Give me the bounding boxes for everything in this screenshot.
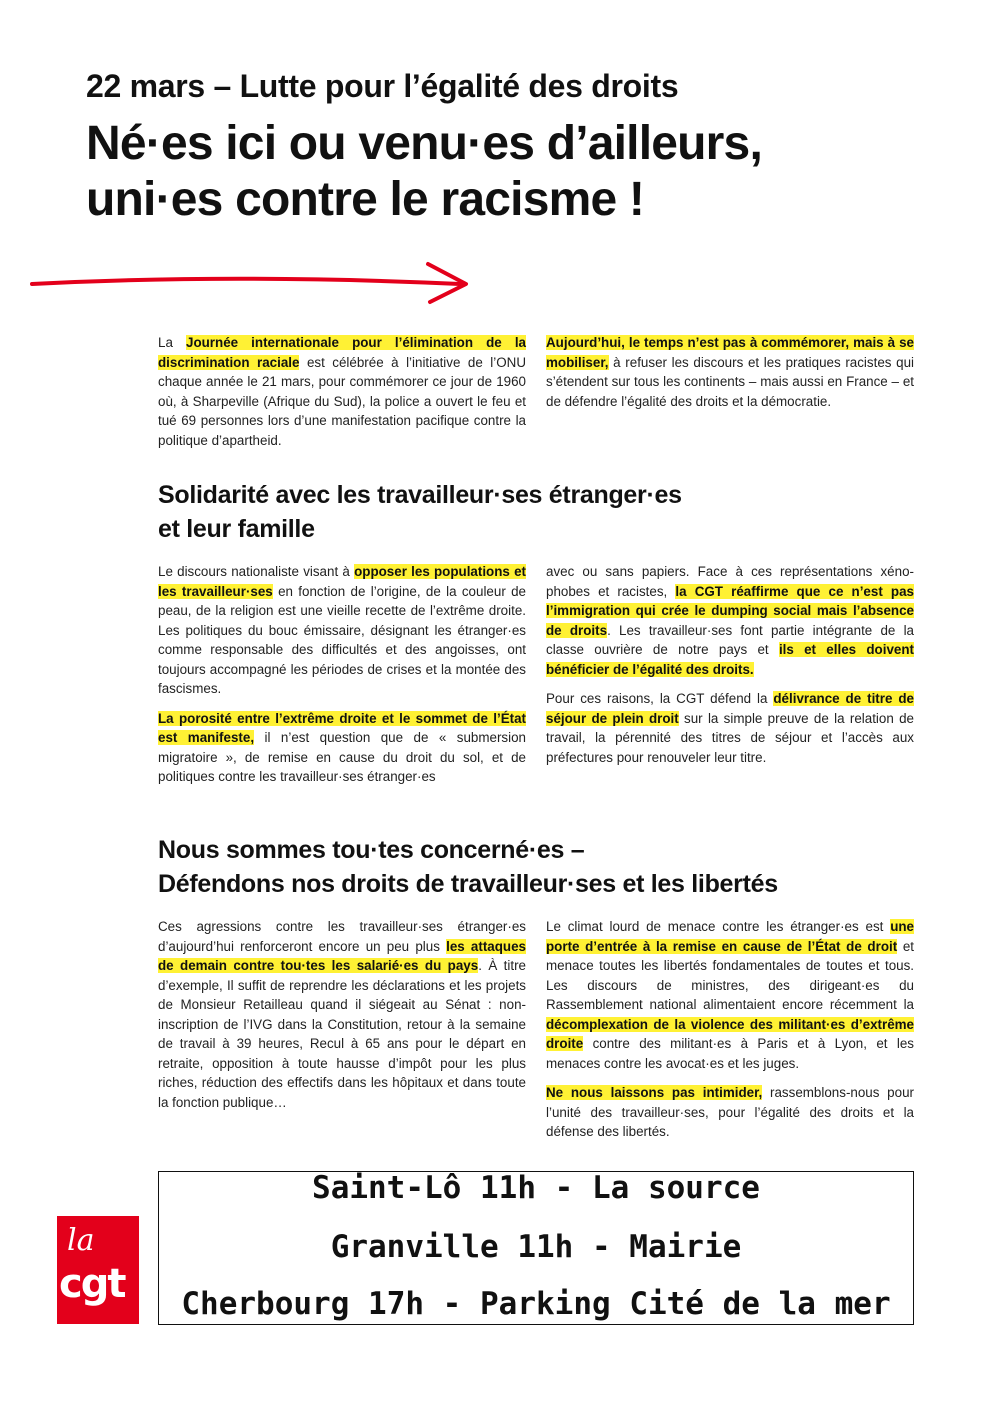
section-2-left-paragraph-1: Ces agressions contre les travailleur·ses étranger·es d’aujourd’hui renforceront encore un peu plus les attaques de demain contre tou·tes les salarié·es du pays. À titre d’exemple, Il suffit de reprendre les déclarations et les projets de Monsieur Retailleau quand il siégeait au Sénat : non-inscription de l’IVG dans la Constitution, retour à la semaine de travail à 39 heures, Recul à 65 ans pour le départ en retraite, opposition à toute hausse d’impôt pour les plus riches, réduction des effectifs dans les hôpitaux et dans toute la fonction publique… xyxy=(158,919,526,1110)
section-2-right-paragraph-2: Ne nous laissons pas intimider, rassemblons-nous pour l’unité des travailleur·ses, pour l’égalité des droits et la défense des libertés. xyxy=(546,1085,914,1139)
intro-right xyxy=(546,333,914,421)
main-title-line-2: uni·es contre le racisme ! xyxy=(86,173,645,226)
section-1-left xyxy=(158,562,526,797)
cgt-logo: la cgt xyxy=(57,1216,139,1324)
section-1-right-paragraph-2: Pour ces raisons, la CGT défend la délivrance de titre de séjour de plein droit sur la simple preuve de la relation de travail, la pérennité des titres de séjour et l’accès aux préfectures pour renouveler leur titre. xyxy=(546,691,914,765)
section-2-title: Nous sommes tou·tes concerné·es – Défendons nos droits de travailleur·ses et les libertés xyxy=(158,836,778,898)
event-line-saint-lo: Saint-Lô 11h - La source xyxy=(312,1170,760,1206)
event-line-cherbourg: Cherbourg 17h - Parking Cité de la mer xyxy=(181,1286,891,1322)
intro-left-paragraph: La Journée internationale pour l’élimination de la discrimination raciale est célébrée à l’initiative de l’ONU chaque année le 21 mars, pour commémorer ce jour de 1960 où, à Sharpeville (Afrique du Sud), la police a ouvert le feu et tué 69 personnes lors d’une manifestation pacifique contre la politique d’apartheid. xyxy=(158,335,527,448)
intro-left xyxy=(158,333,526,460)
events-box xyxy=(158,1171,914,1325)
intro-right-paragraph: Aujourd’hui, le temps n’est pas à commémorer, mais à se mobiliser, à refuser les discours et les pratiques racistes qui s’étendent sur tous les continents – mais aussi en France – et de défendre l’égalité des droits et la démocratie. xyxy=(546,335,914,409)
arrow-right-icon xyxy=(28,256,478,306)
main-title xyxy=(86,116,762,228)
section-1-right xyxy=(546,562,914,777)
kicker-title: 22 mars – Lutte pour l’égalité des droits xyxy=(86,68,679,104)
section-1-title: Solidarité avec les travailleur·ses étranger·es et leur famille xyxy=(158,481,682,543)
section-2-right xyxy=(546,917,914,1152)
section-1-left-paragraph-2: La porosité entre l’extrême droite et le sommet de l’État est manifeste, il n’est question que de « submersion migratoire », de remise en cause du droit du sol, et de politiques contre les travailleur·ses étranger·es xyxy=(158,710,526,784)
section-2-left xyxy=(158,917,526,1122)
event-line-granville: Granville 11h - Mairie xyxy=(330,1229,742,1265)
section-2-right-paragraph-1: Le climat lourd de menace contre les étranger·es est une porte d’entrée à la remise en cause de l’État de droit et menace toutes les libertés fondamentales de toutes et tous. Les discours de ministres, des dirigeant·es du Rassemblement national alimentaient encore récemment la décomplexation de la violence des militant·es d’extrême droite contre des militant·es à Paris et à Lyon, et les menaces contre les avocat·es et les juges. xyxy=(546,919,915,1071)
section-1-left-paragraph-1: Le discours nationaliste visant à opposer les populations et les travailleur·ses en fonction de l’origine, de la couleur de peau, de la religion est une vieille recette de l’extrême droite. Les politiques du bouc émissaire, désignant les étranger·es comme responsable des difficultés et des angoisses, ont toujours accompagné les périodes de crises et la montée des fascismes. xyxy=(158,564,527,696)
section-1-right-paragraph-1: avec ou sans papiers. Face à ces représentations xénophobes et racistes, la CGT réaffirme que ce n’est pas l’immigration qui crée le dumping social mais l’absence de droits. Les travailleur·ses font partie intégrante de la classe ouvrière de notre pays et ils et elles doivent bénéficier de l’égalité des droits. xyxy=(546,564,915,677)
main-title-line-1: Né·es ici ou venu·es d’ailleurs, xyxy=(86,117,762,170)
